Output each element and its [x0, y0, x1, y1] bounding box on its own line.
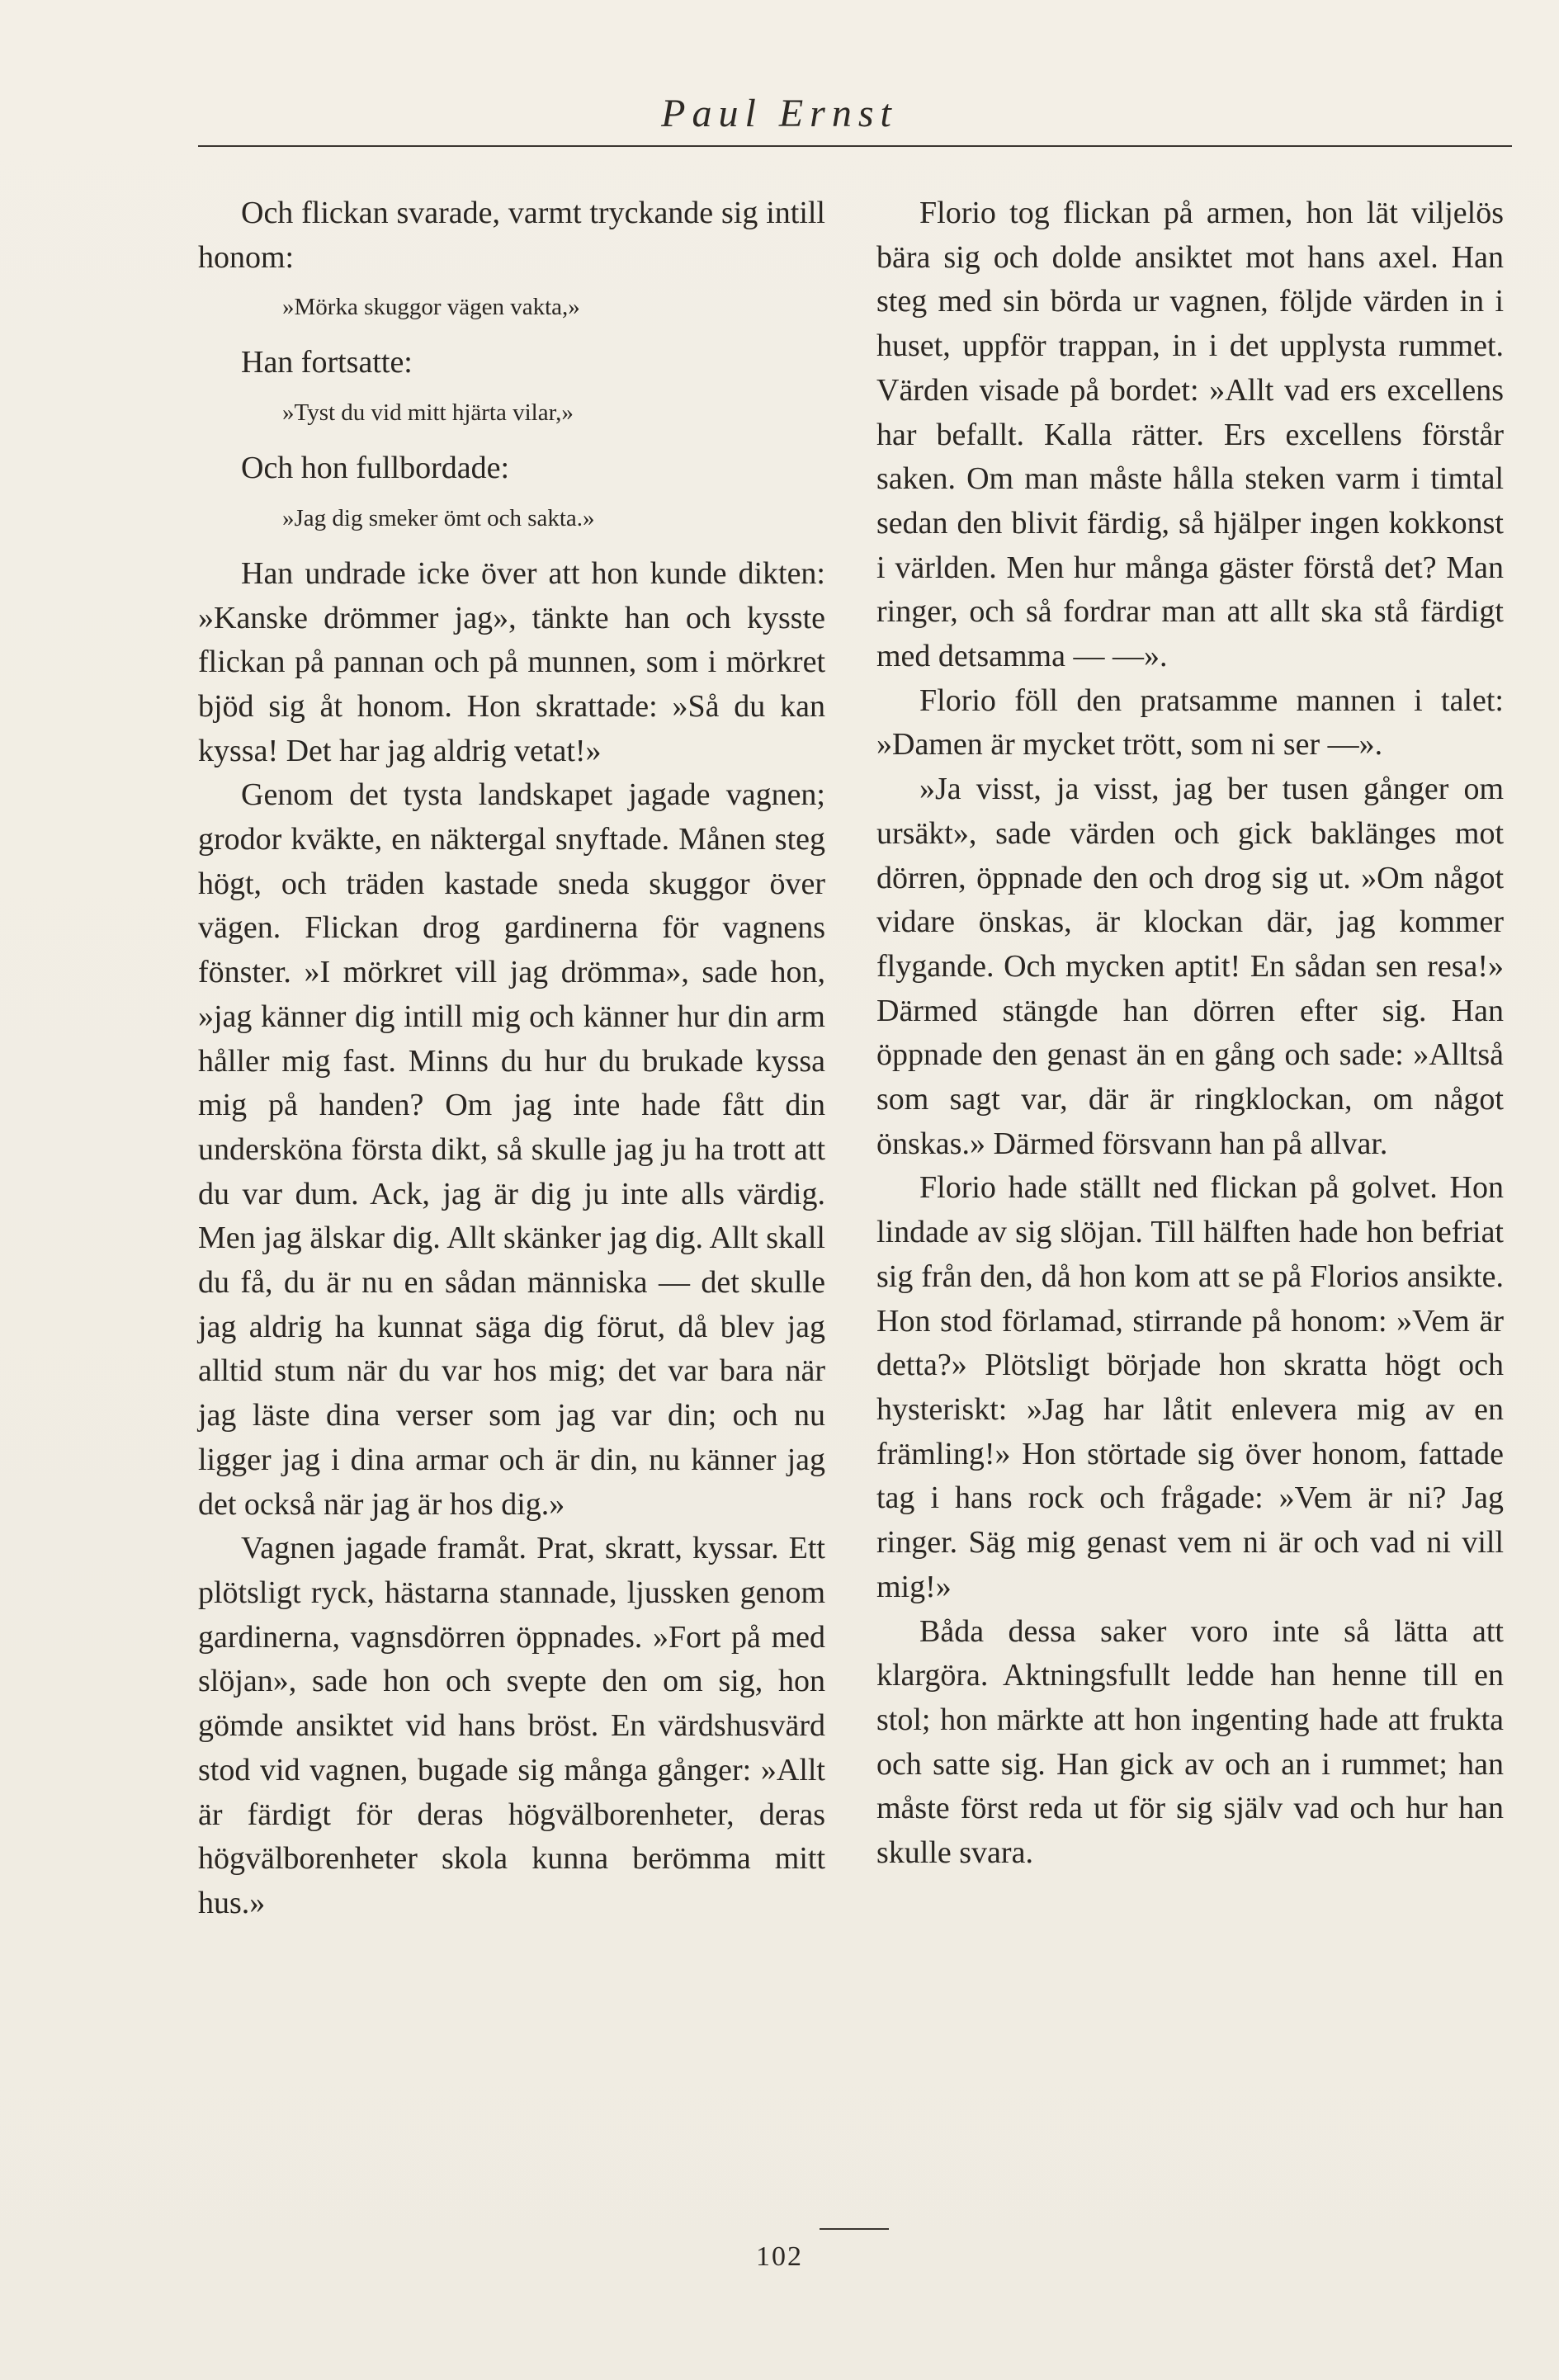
paragraph: Florio hade ställt ned flickan på golvet. Hon lindade av sig slöjan. Till hälften hade hon befriat sig från den, då hon kom att se på Florios ansikte. Hon stod förlamad, stirrande på honom: »Vem är detta?» Plötsligt började hon skratta högt och hysteriskt: »Jag har låtit enlevera mig av en främling!» Hon störtade sig över honom, fattade tag i hans rock och frågade: »Vem är ni? Jag ringer. Säg mig genast vem ni är och vad ni vill mig!» — [876, 1170, 1504, 1604]
folio-rule — [820, 2228, 889, 2230]
paragraph: Genom det tysta landskapet jagade vagnen; grodor kväkte, en näktergal snyftade. Månen steg högt, och träden kastade sneda skuggor över vägen. Flickan drog gardinerna för vagnens fönster. »I mörkret vill jag drömma», sade hon, »jag känner dig intill mig och känner hur din arm håller mig fast. Minns du hur du brukade kyssa mig på handen? Om jag inte hade fått din underskönа första dikt, så skulle jag ju ha trott att du var dum. Ack, jag är dig ju inte alls värdig. Men jag älskar dig. Allt skänker jag dig. Allt skall du få, du är nu en sådan människa — det skulle jag aldrig ha kunnat säga dig förut, då blev jag alltid stum när du var hos mig; det var bara när jag läste dina verser som jag var din; och nu ligger jag i dina armar och är din, nu känner jag det också när jag är hos dig.» — [198, 777, 825, 1522]
paragraph: Båda dessa saker voro inte så lätta att klargöra. Aktningsfullt ledde han henne till en stol; hon märkte att hon ingenting hade att frukta och satte sig. Han gick av och an i rummet; han måste först reda ut för sig själv vad och hur han skulle svara. — [876, 1613, 1504, 1871]
paragraph: Florio föll den pratsamme mannen i talet: »Damen är mycket trött, som ni ser —». — [876, 682, 1504, 763]
verse-line: »Tyst du vid mitt hjärta vilar,» — [282, 399, 574, 427]
paragraph: Florio tog flickan på armen, hon lät viljelös bära sig och dolde ansiktet mot hans axel. Han steg med sin börda ur vagnen, följde värden in i huset, uppför trappan, in i det upplysta rummet. Värden visade på bordet: »Allt vad ers excellens har befallt. Kalla rätter. Ers excellens förstår saken. Om man måste hålla steken varm i timtal sedan den blivit färdig, så hjälper ingen kokkonst i världen. Men hur många gäster förstå det? Man ringer, och så fordrar man att allt ska stå färdigt med detsamma — —». — [876, 196, 1504, 674]
paragraph: Vagnen jagade framåt. Prat, skratt, kyssar. Ett plötsligt ryck, hästarna stannade, ljussken genom gardinerna, vagnsdörren öppnades. »Fort på med slöjan», sade hon och svepte den om sig, hon gömde ansiktet vid hans bröst. En värdshusvärd stod vid vagnen, bugade sig många gånger: »Allt är färdigt för deras högvälborenheter, deras högvälborenheter skola kunna berömma mitt hus.» — [198, 1531, 825, 1920]
page-number: 102 — [756, 2241, 803, 2272]
verse-line: »Jag dig smeker ömt och sakta.» — [282, 504, 595, 531]
header-rule — [198, 145, 1512, 147]
verse-line: »Mörka skuggor vägen vakta,» — [282, 294, 580, 321]
running-head: Paul Ernst — [661, 92, 898, 135]
right-column — [876, 191, 1504, 1876]
left-column — [198, 191, 825, 1926]
paragraph: Han undrade icke över att hon kunde dikten: »Kanske drömmer jag», tänkte han och kysste flickan på pannan och på munnen, som i mörkret bjöd sig åt honom. Hon skrattade: »Så du kan kyssa! Det har jag aldrig vetat!» — [198, 555, 825, 768]
paragraph: Han fortsatte: — [241, 345, 413, 380]
paragraph: Och hon fullbordade: — [241, 451, 510, 486]
paragraph: Och flickan svarade, varmt tryckande sig intill honom: — [198, 196, 825, 275]
paragraph: »Ja visst, ja visst, jag ber tusen gånger om ursäkt», sade värden och gick baklänges mot dörren, öppnade den och drog sig ut. »Om något vidare önskas, är klockan där, jag kommer flygande. Och mycken aptit! En sådan sen resa!» Därmed stängde han dörren efter sig. Han öppnade den genast än en gång och sade: »Alltså som sagt var, där är ringklockan, om något önskas.» Därmed försvann han på allvar. — [876, 772, 1504, 1161]
